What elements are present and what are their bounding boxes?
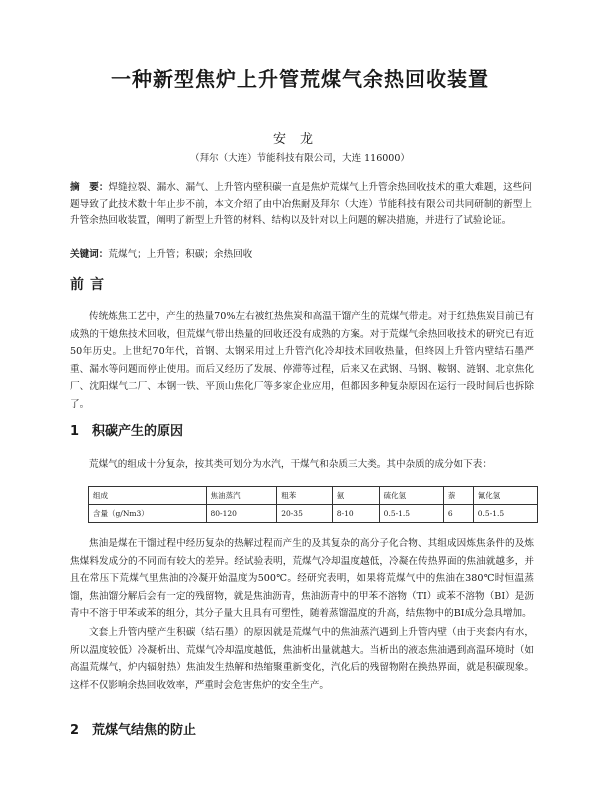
table-cell: 8-10 [332,505,379,523]
section-1-intro: 荒煤气的组成十分复杂，按其类可划分为水汽，干煤气和杂质三大类。其中杂质的成分如下表： [89,459,492,470]
table-row [89,505,538,523]
table-cell: 粗苯 [277,487,333,505]
section-1-heading [70,420,183,439]
table-header-row [89,487,538,505]
section-2-number: 2 [70,723,80,738]
table-cell: 硫化氢 [379,487,443,505]
table-cell: 焦油蒸汽 [206,487,277,505]
table-cell: 组成 [89,487,207,505]
abstract [70,180,532,230]
impurity-table [88,486,538,523]
paper-title: 一种新型焦炉上升管荒煤气余热回收装置 [111,67,489,91]
table-cell: 0.5-1.5 [473,505,537,523]
section-1-paragraph-3: 文套上升管内壁产生积碳（结石墨）的原因就是荒煤气中的焦油蒸汽遇到上升管内壁（由于夹套内有水，所以温度较低）冷凝析出、荒煤气冷却温度越低，焦油析出量就越大。当析出的液态焦油遇到高温环境时（如高温荒煤气，炉内辐射热）焦油发生热解和热缩聚重新变化，汽化后的残留物附在换热界面，就是积碳现象。这样不仅影响余热回收效率，严重时会危害焦炉的安全生产。 [70,627,534,691]
section-1-paragraph-2: 焦油是煤在干馏过程中经历复杂的热解过程而产生的及其复杂的高分子化合物、其组成因炼焦条件的及炼焦煤料发成分的不同而有较大的差异。经试验表明，荒煤气冷却温度越低，冷凝在传热界面的焦油就越多，并且在常压下荒煤气里焦油的冷凝开始温度为500℃。经研究表明，如果将荒煤气中的焦油在380℃时恒温蒸馏，焦油馏分解后会有一定的残留物，就是焦油沥青，焦油沥青中的甲苯不溶物（TI）或苯不溶物（BI）是沥青中不溶于甲苯或苯的组分，其分子量大且具有可塑性，随着蒸馏温度的升高，结焦物中的BI成分急具增加。 [70,538,534,619]
author-affiliation: （拜尔（大连）节能科技有限公司，大连 116000） [190,153,410,164]
author-name: 安龙 [272,132,327,147]
keywords-text: 荒煤气；上升管；积碳；余热回收 [108,249,253,260]
table-cell: 萘 [443,487,473,505]
abstract-text: 焊缝拉裂、漏水、漏气、上升管内壁积碳一直是焦炉荒煤气上升管余热回收技术的重大难题，这些问题导致了此技术数十年止步不前，本文介绍了由中冶焦耐及拜尔（大连）节能科技有限公司共同研制的新型上升管余热回收装置，阐明了新型上升管的材料、结构以及针对以上问题的解决措施，并进行了试验论证。 [70,182,533,226]
section-1-number: 1 [70,424,80,439]
keywords [70,246,532,260]
table-cell: 80-120 [206,505,277,523]
section-2-title: 荒煤气结焦的防止 [92,723,197,738]
table-cell: 氰化氢 [473,487,537,505]
table-cell: 0.5-1.5 [379,505,443,523]
table-cell: 含量（g/Nm3） [89,505,207,523]
preface-paragraph: 传统炼焦工艺中，产生的热量70%左右被红热焦炭和高温干馏产生的荒煤气带走。对于红热焦炭目前已有成熟的干熄焦技术回收，但荒煤气带出热量的回收还没有成熟的方案。对于荒煤气余热回收技术的研究已有近50年历史。上世纪70年代，首钢、太钢采用过上升管汽化冷却技术回收热量，但终因上升管内壁结石墨严重、漏水等问题而停止使用。而后又经历了发展、停滞等过程，后来又在武钢、马钢、鞍钢、涟钢、北京焦化厂、沈阳煤气二厂、本钢一铁、平顶山焦化厂等多家企业应用，但都因多种复杂原因在运行一段时间后也拆除了。 [70,311,534,410]
keywords-label: 关键词： [70,249,109,260]
section-2-heading [70,719,196,738]
section-1-title: 积碳产生的原因 [92,424,184,439]
preface-heading: 前言 [70,277,110,293]
table-cell: 氨 [332,487,379,505]
abstract-label: 摘 要： [70,182,109,193]
table-cell: 20-35 [277,505,333,523]
table-cell: 6 [443,505,473,523]
